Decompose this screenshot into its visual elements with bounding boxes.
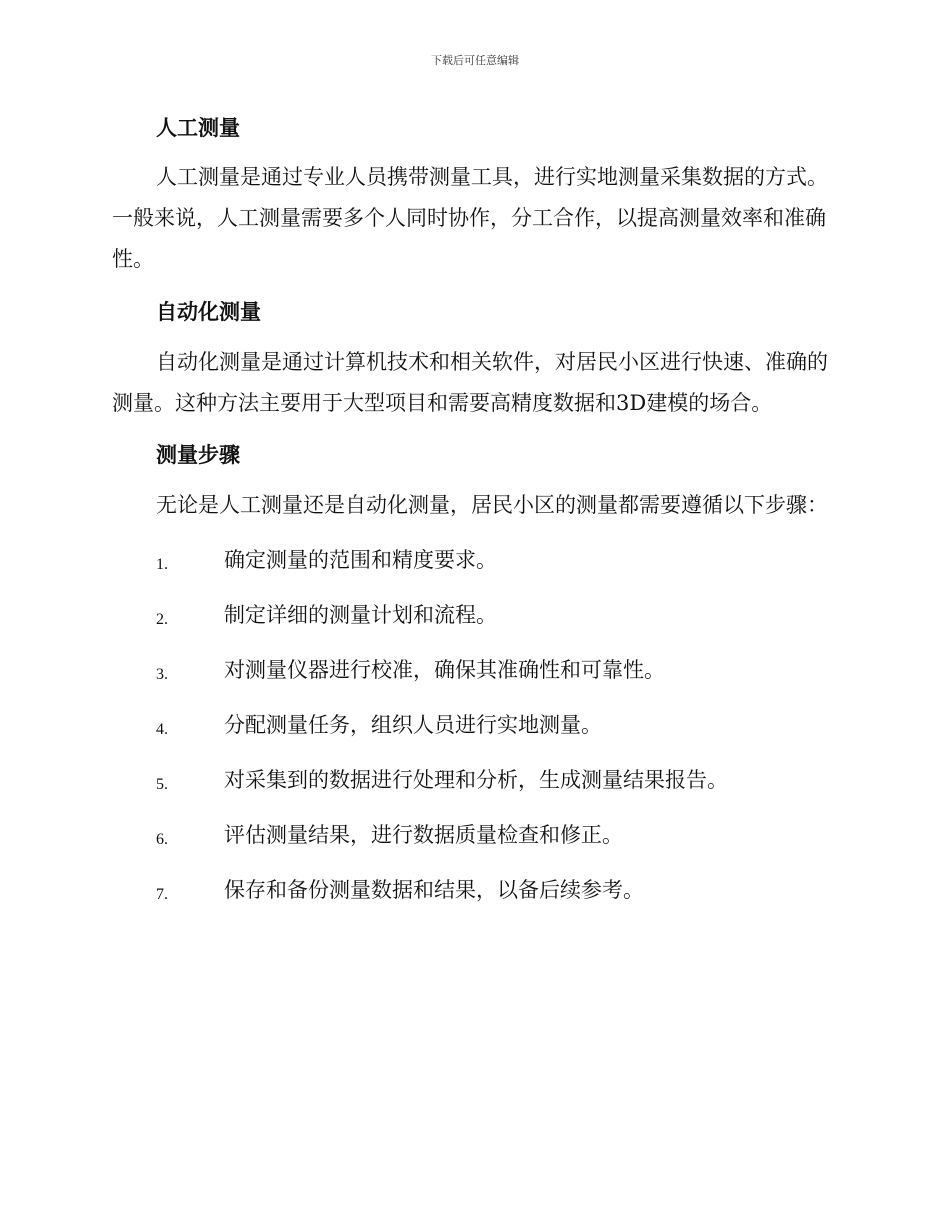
list-item bbox=[112, 870, 832, 925]
step-number: 3. bbox=[156, 666, 168, 683]
step-number: 5. bbox=[156, 776, 168, 793]
step-text: 对采集到的数据进行处理和分析，生成测量结果报告。 bbox=[224, 768, 728, 792]
list-item bbox=[112, 540, 832, 595]
step-text: 保存和备份测量数据和结果，以备后续参考。 bbox=[224, 878, 644, 902]
list-item bbox=[112, 815, 832, 870]
list-item bbox=[112, 705, 832, 760]
list-item bbox=[112, 595, 832, 650]
paragraph-automated-measurement: 自动化测量是通过计算机技术和相关软件，对居民小区进行快速、准确的测量。这种方法主要用于大型项目和需要高精度数据和3D建模的场合。 bbox=[112, 350, 828, 415]
step-number: 6. bbox=[156, 831, 168, 848]
step-text: 分配测量任务，组织人员进行实地测量。 bbox=[224, 713, 602, 737]
step-text: 评估测量结果，进行数据质量检查和修正。 bbox=[224, 823, 623, 847]
paragraph-measurement-steps-intro: 无论是人工测量还是自动化测量，居民小区的测量都需要遵循以下步骤： bbox=[156, 493, 828, 517]
section-heading-automated-measurement: 自动化测量 bbox=[156, 300, 261, 324]
step-number: 1. bbox=[156, 556, 168, 573]
page-header: 下载后可任意编辑 bbox=[431, 54, 519, 67]
paragraph-manual-measurement: 人工测量是通过专业人员携带测量工具，进行实地测量采集数据的方式。一般来说，人工测量需要多个人同时协作，分工合作，以提高测量效率和准确性。 bbox=[112, 165, 828, 271]
section-heading-measurement-steps: 测量步骤 bbox=[156, 443, 240, 467]
document-body bbox=[112, 108, 832, 925]
section-heading-manual-measurement: 人工测量 bbox=[156, 116, 240, 140]
step-text: 对测量仪器进行校准，确保其准确性和可靠性。 bbox=[224, 658, 665, 682]
list-item bbox=[112, 650, 832, 705]
step-text: 确定测量的范围和精度要求。 bbox=[224, 548, 497, 572]
step-number: 7. bbox=[156, 886, 168, 903]
list-item bbox=[112, 760, 832, 815]
step-text: 制定详细的测量计划和流程。 bbox=[224, 603, 497, 627]
step-number: 2. bbox=[156, 611, 168, 628]
step-number: 4. bbox=[156, 721, 168, 738]
steps-list bbox=[112, 540, 832, 925]
